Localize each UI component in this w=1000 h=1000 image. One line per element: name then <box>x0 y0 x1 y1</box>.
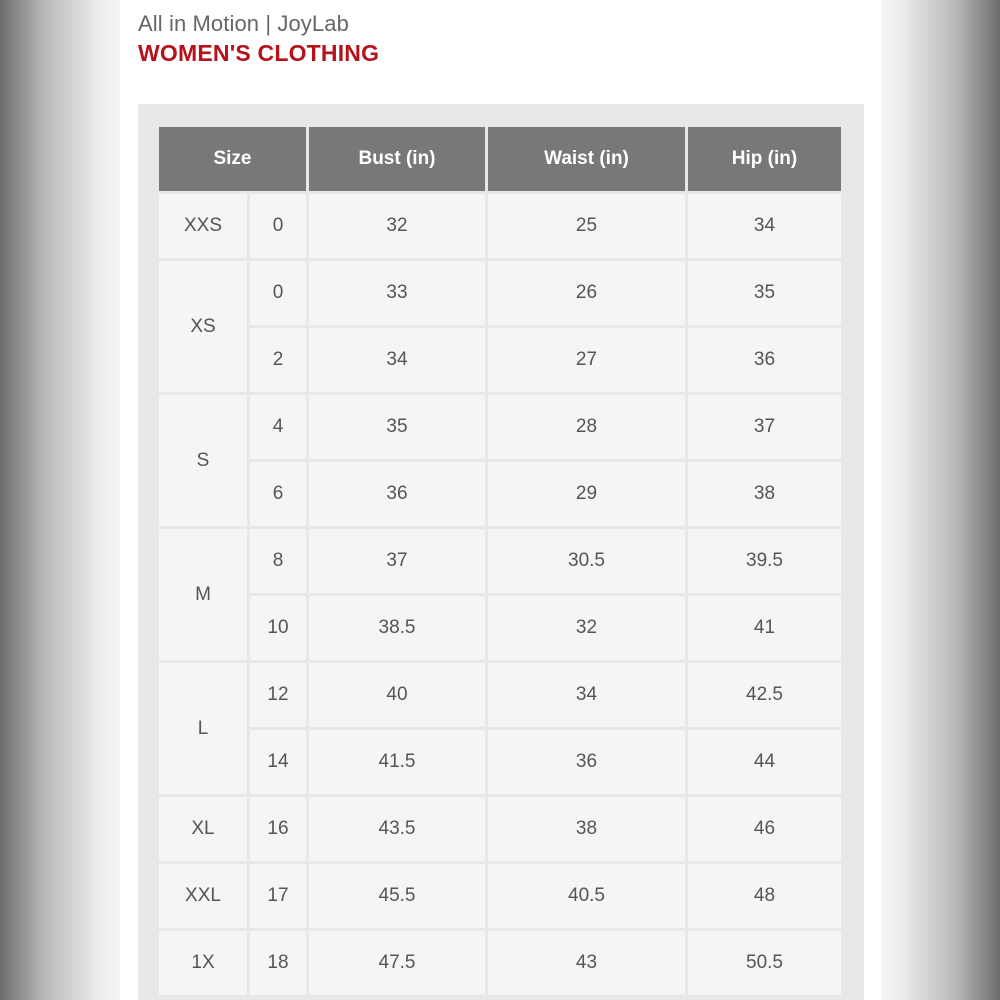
table-body <box>159 194 841 995</box>
hip-cell: 38 <box>688 462 841 526</box>
waist-cell: 34 <box>488 663 685 727</box>
bust-cell: 43.5 <box>309 797 485 861</box>
brand-title: All in Motion | JoyLab <box>138 11 349 36</box>
bust-cell: 38.5 <box>309 596 485 660</box>
size-number-cell: 8 <box>250 529 306 593</box>
table-row <box>159 462 841 526</box>
hip-cell: 37 <box>688 395 841 459</box>
bust-cell: 36 <box>309 462 485 526</box>
size-number-cell: 0 <box>250 194 306 258</box>
size-label-cell: L <box>159 663 247 794</box>
waist-cell: 29 <box>488 462 685 526</box>
hip-cell: 44 <box>688 730 841 794</box>
size-number-cell: 16 <box>250 797 306 861</box>
hip-cell: 42.5 <box>688 663 841 727</box>
size-label-cell: S <box>159 395 247 526</box>
size-number-cell: 18 <box>250 931 306 995</box>
waist-cell: 32 <box>488 596 685 660</box>
waist-cell: 40.5 <box>488 864 685 928</box>
bust-cell: 32 <box>309 194 485 258</box>
waist-cell: 27 <box>488 328 685 392</box>
waist-cell: 28 <box>488 395 685 459</box>
hip-cell: 39.5 <box>688 529 841 593</box>
hip-cell: 46 <box>688 797 841 861</box>
bust-cell: 35 <box>309 395 485 459</box>
header-waist: Waist (in) <box>488 127 685 191</box>
size-number-cell: 10 <box>250 596 306 660</box>
size-number-cell: 14 <box>250 730 306 794</box>
waist-cell: 26 <box>488 261 685 325</box>
header-size: Size <box>159 127 306 191</box>
bust-cell: 33 <box>309 261 485 325</box>
table-row <box>159 931 841 995</box>
size-label-cell: XXS <box>159 194 247 258</box>
hip-cell: 36 <box>688 328 841 392</box>
bust-cell: 37 <box>309 529 485 593</box>
size-number-cell: 2 <box>250 328 306 392</box>
table-row <box>159 395 841 459</box>
bust-cell: 34 <box>309 328 485 392</box>
table-row <box>159 730 841 794</box>
size-number-cell: 0 <box>250 261 306 325</box>
category-title: WOMEN'S CLOTHING <box>138 40 380 66</box>
size-label-cell: XXL <box>159 864 247 928</box>
hip-cell: 48 <box>688 864 841 928</box>
waist-cell: 43 <box>488 931 685 995</box>
bust-cell: 41.5 <box>309 730 485 794</box>
size-chart-page <box>120 0 881 1000</box>
bust-cell: 45.5 <box>309 864 485 928</box>
header-bust: Bust (in) <box>309 127 485 191</box>
table-row <box>159 328 841 392</box>
table-row <box>159 663 841 727</box>
size-number-cell: 12 <box>250 663 306 727</box>
waist-cell: 25 <box>488 194 685 258</box>
size-number-cell: 4 <box>250 395 306 459</box>
header-hip: Hip (in) <box>688 127 841 191</box>
size-label-cell: M <box>159 529 247 660</box>
size-chart-table <box>156 124 844 998</box>
bust-cell: 40 <box>309 663 485 727</box>
size-chart-panel <box>138 104 864 1000</box>
table-row <box>159 864 841 928</box>
table-header-row <box>159 127 841 191</box>
size-number-cell: 17 <box>250 864 306 928</box>
table-row <box>159 797 841 861</box>
bust-cell: 47.5 <box>309 931 485 995</box>
table-row <box>159 596 841 660</box>
size-label-cell: XS <box>159 261 247 392</box>
table-row <box>159 194 841 258</box>
hip-cell: 34 <box>688 194 841 258</box>
hip-cell: 50.5 <box>688 931 841 995</box>
waist-cell: 30.5 <box>488 529 685 593</box>
hip-cell: 41 <box>688 596 841 660</box>
size-label-cell: XL <box>159 797 247 861</box>
waist-cell: 38 <box>488 797 685 861</box>
size-label-cell: 1X <box>159 931 247 995</box>
hip-cell: 35 <box>688 261 841 325</box>
waist-cell: 36 <box>488 730 685 794</box>
table-row <box>159 529 841 593</box>
table-row <box>159 261 841 325</box>
size-number-cell: 6 <box>250 462 306 526</box>
